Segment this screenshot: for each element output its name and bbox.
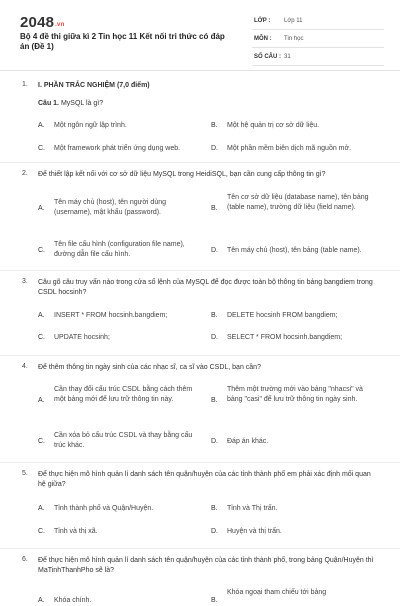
option-letter: B. xyxy=(211,597,218,604)
option-text: Một ngôn ngữ lập trình. xyxy=(54,122,127,129)
question-divider xyxy=(0,270,400,271)
option-text: Tên máy chủ (host), tên bảng (table name). xyxy=(227,247,362,254)
question-number: 1. xyxy=(22,81,28,88)
option-text: Một hệ quản trị cơ sở dữ liệu. xyxy=(227,122,320,129)
question-list xyxy=(0,71,400,604)
question-divider xyxy=(0,355,400,356)
option-text: Tỉnh thành phố và Quận/Huyện. xyxy=(54,505,154,512)
option-text: Tên cơ sở dữ liệu (database name), tên bảng (table name), trường dữ liệu (field name). xyxy=(227,194,369,211)
question-divider xyxy=(0,548,400,549)
option-letter: C. xyxy=(38,334,45,341)
question-body: MySQL là gì? xyxy=(60,100,104,107)
option-text: Tên máy chủ (host), tên người dùng (username), mật khẩu (password). xyxy=(54,199,166,216)
question-number: 2. xyxy=(22,170,28,177)
option-letter: D. xyxy=(211,438,218,445)
option-letter: D. xyxy=(211,145,218,152)
option-text: Thêm một trường mới vào bảng "nhacsi" và bảng "casi" để lưu trữ thông tin ngày sinh. xyxy=(227,386,363,403)
meta-key: SỐ CÂU : xyxy=(254,54,281,60)
logo-suffix: .vn xyxy=(55,22,65,28)
question-text: Để thiết lập kết nối với cơ sở dữ liệu MySQL trong HeidiSQL, bạn cần cung cấp thông tin gì? xyxy=(38,171,326,178)
option-letter: A. xyxy=(38,205,45,212)
option-text: Cần xóa bỏ cấu trúc CSDL và thay bằng cấu trúc khác. xyxy=(54,432,193,449)
option-letter: C. xyxy=(38,438,45,445)
document-title: Bộ 4 đề thi giữa kì 2 Tin học 11 Kết nối tri thức có đáp án (Đề 1) xyxy=(20,32,225,51)
option-text: Cần thay đổi cấu trúc CSDL bằng cách thêm một bảng mới để lưu trữ thông tin này. xyxy=(54,386,193,403)
option-letter: C. xyxy=(38,145,45,152)
question-text: Để thực hiện mô hình quản lí danh sách tên quận/huyện của các tỉnh thành phố em phải xác định mối quan hệ giữa? xyxy=(38,471,371,488)
option-text: Đáp án khác. xyxy=(227,438,269,445)
question-number: 5. xyxy=(22,470,28,477)
question-text: Để thực hiện mô hình quản lí danh sách tên quận/huyện của các tỉnh thành phố, trong bảng Quận/Huyện thì MaTinhThanhPho sẽ là? xyxy=(38,557,374,574)
meta-value: Lớp 11 xyxy=(284,18,303,24)
option-letter: B. xyxy=(211,505,218,512)
option-letter: D. xyxy=(211,247,218,254)
meta-row-count xyxy=(252,50,384,66)
option-letter: D. xyxy=(211,528,218,535)
logo-main: 2048 xyxy=(20,14,55,31)
question-label: Câu 1. xyxy=(38,100,60,107)
option-letter: C. xyxy=(38,528,45,535)
option-letter: A. xyxy=(38,312,45,319)
option-letter: B. xyxy=(211,397,218,404)
option-letter: C. xyxy=(38,247,45,254)
question-text: Để thêm thông tin ngày sinh của các nhạc sĩ, ca sĩ vào CSDL, bạn cần? xyxy=(38,364,261,371)
option-text: Tỉnh và thị xã. xyxy=(54,528,98,535)
meta-value: 31 xyxy=(284,54,291,60)
question-number: 6. xyxy=(22,556,28,563)
question-number: 3. xyxy=(22,278,28,285)
option-text: Một phần mềm biên dịch mã nguồn mở. xyxy=(227,145,352,152)
section-title: I. PHẦN TRẮC NGHIỆM (7,0 điểm) xyxy=(38,82,150,89)
option-letter: B. xyxy=(211,312,218,319)
document-meta xyxy=(252,14,384,68)
option-letter: B. xyxy=(211,205,218,212)
site-logo[interactable] xyxy=(20,14,64,31)
document-header xyxy=(0,0,400,70)
option-letter: A. xyxy=(38,597,45,604)
option-text: Huyện và thị trấn. xyxy=(227,528,282,535)
option-letter: D. xyxy=(211,334,218,341)
option-letter: A. xyxy=(38,122,45,129)
question-text: Câu gõ câu truy vấn nào trong cửa sổ lệnh của MySQL để đọc được toàn bộ thông tin bảng bangdiem trong CSDL hocsinh? xyxy=(38,279,373,296)
option-letter: B. xyxy=(211,122,218,129)
option-letter: A. xyxy=(38,505,45,512)
option-text: Khóa chính. xyxy=(54,597,92,604)
option-text: Khóa ngoại tham chiếu tới bảng xyxy=(227,589,327,596)
option-text: Tên file cấu hình (configuration file name), đường dẫn file cấu hình. xyxy=(54,241,185,258)
question-divider xyxy=(0,462,400,463)
option-text: DELETE hocsinh FROM bangdiem; xyxy=(227,312,338,319)
question-text xyxy=(38,99,103,109)
question-divider xyxy=(0,162,400,163)
option-text: SELECT * FROM hocsinh.bangdiem; xyxy=(227,334,343,341)
option-text: UPDATE hocsinh; xyxy=(54,334,110,341)
option-text: Tỉnh và Thị trấn. xyxy=(227,505,278,512)
meta-key: LỚP : xyxy=(254,18,271,24)
option-text: Một framework phát triển ứng dụng web. xyxy=(54,145,181,152)
meta-row-subject xyxy=(252,32,384,48)
meta-value: Tin học xyxy=(284,36,304,42)
option-letter: A. xyxy=(38,397,45,404)
meta-row-class xyxy=(252,14,384,30)
option-text: INSERT * FROM hocsinh.bangdiem; xyxy=(54,312,168,319)
question-number: 4. xyxy=(22,363,28,370)
meta-key: MÔN : xyxy=(254,36,272,42)
